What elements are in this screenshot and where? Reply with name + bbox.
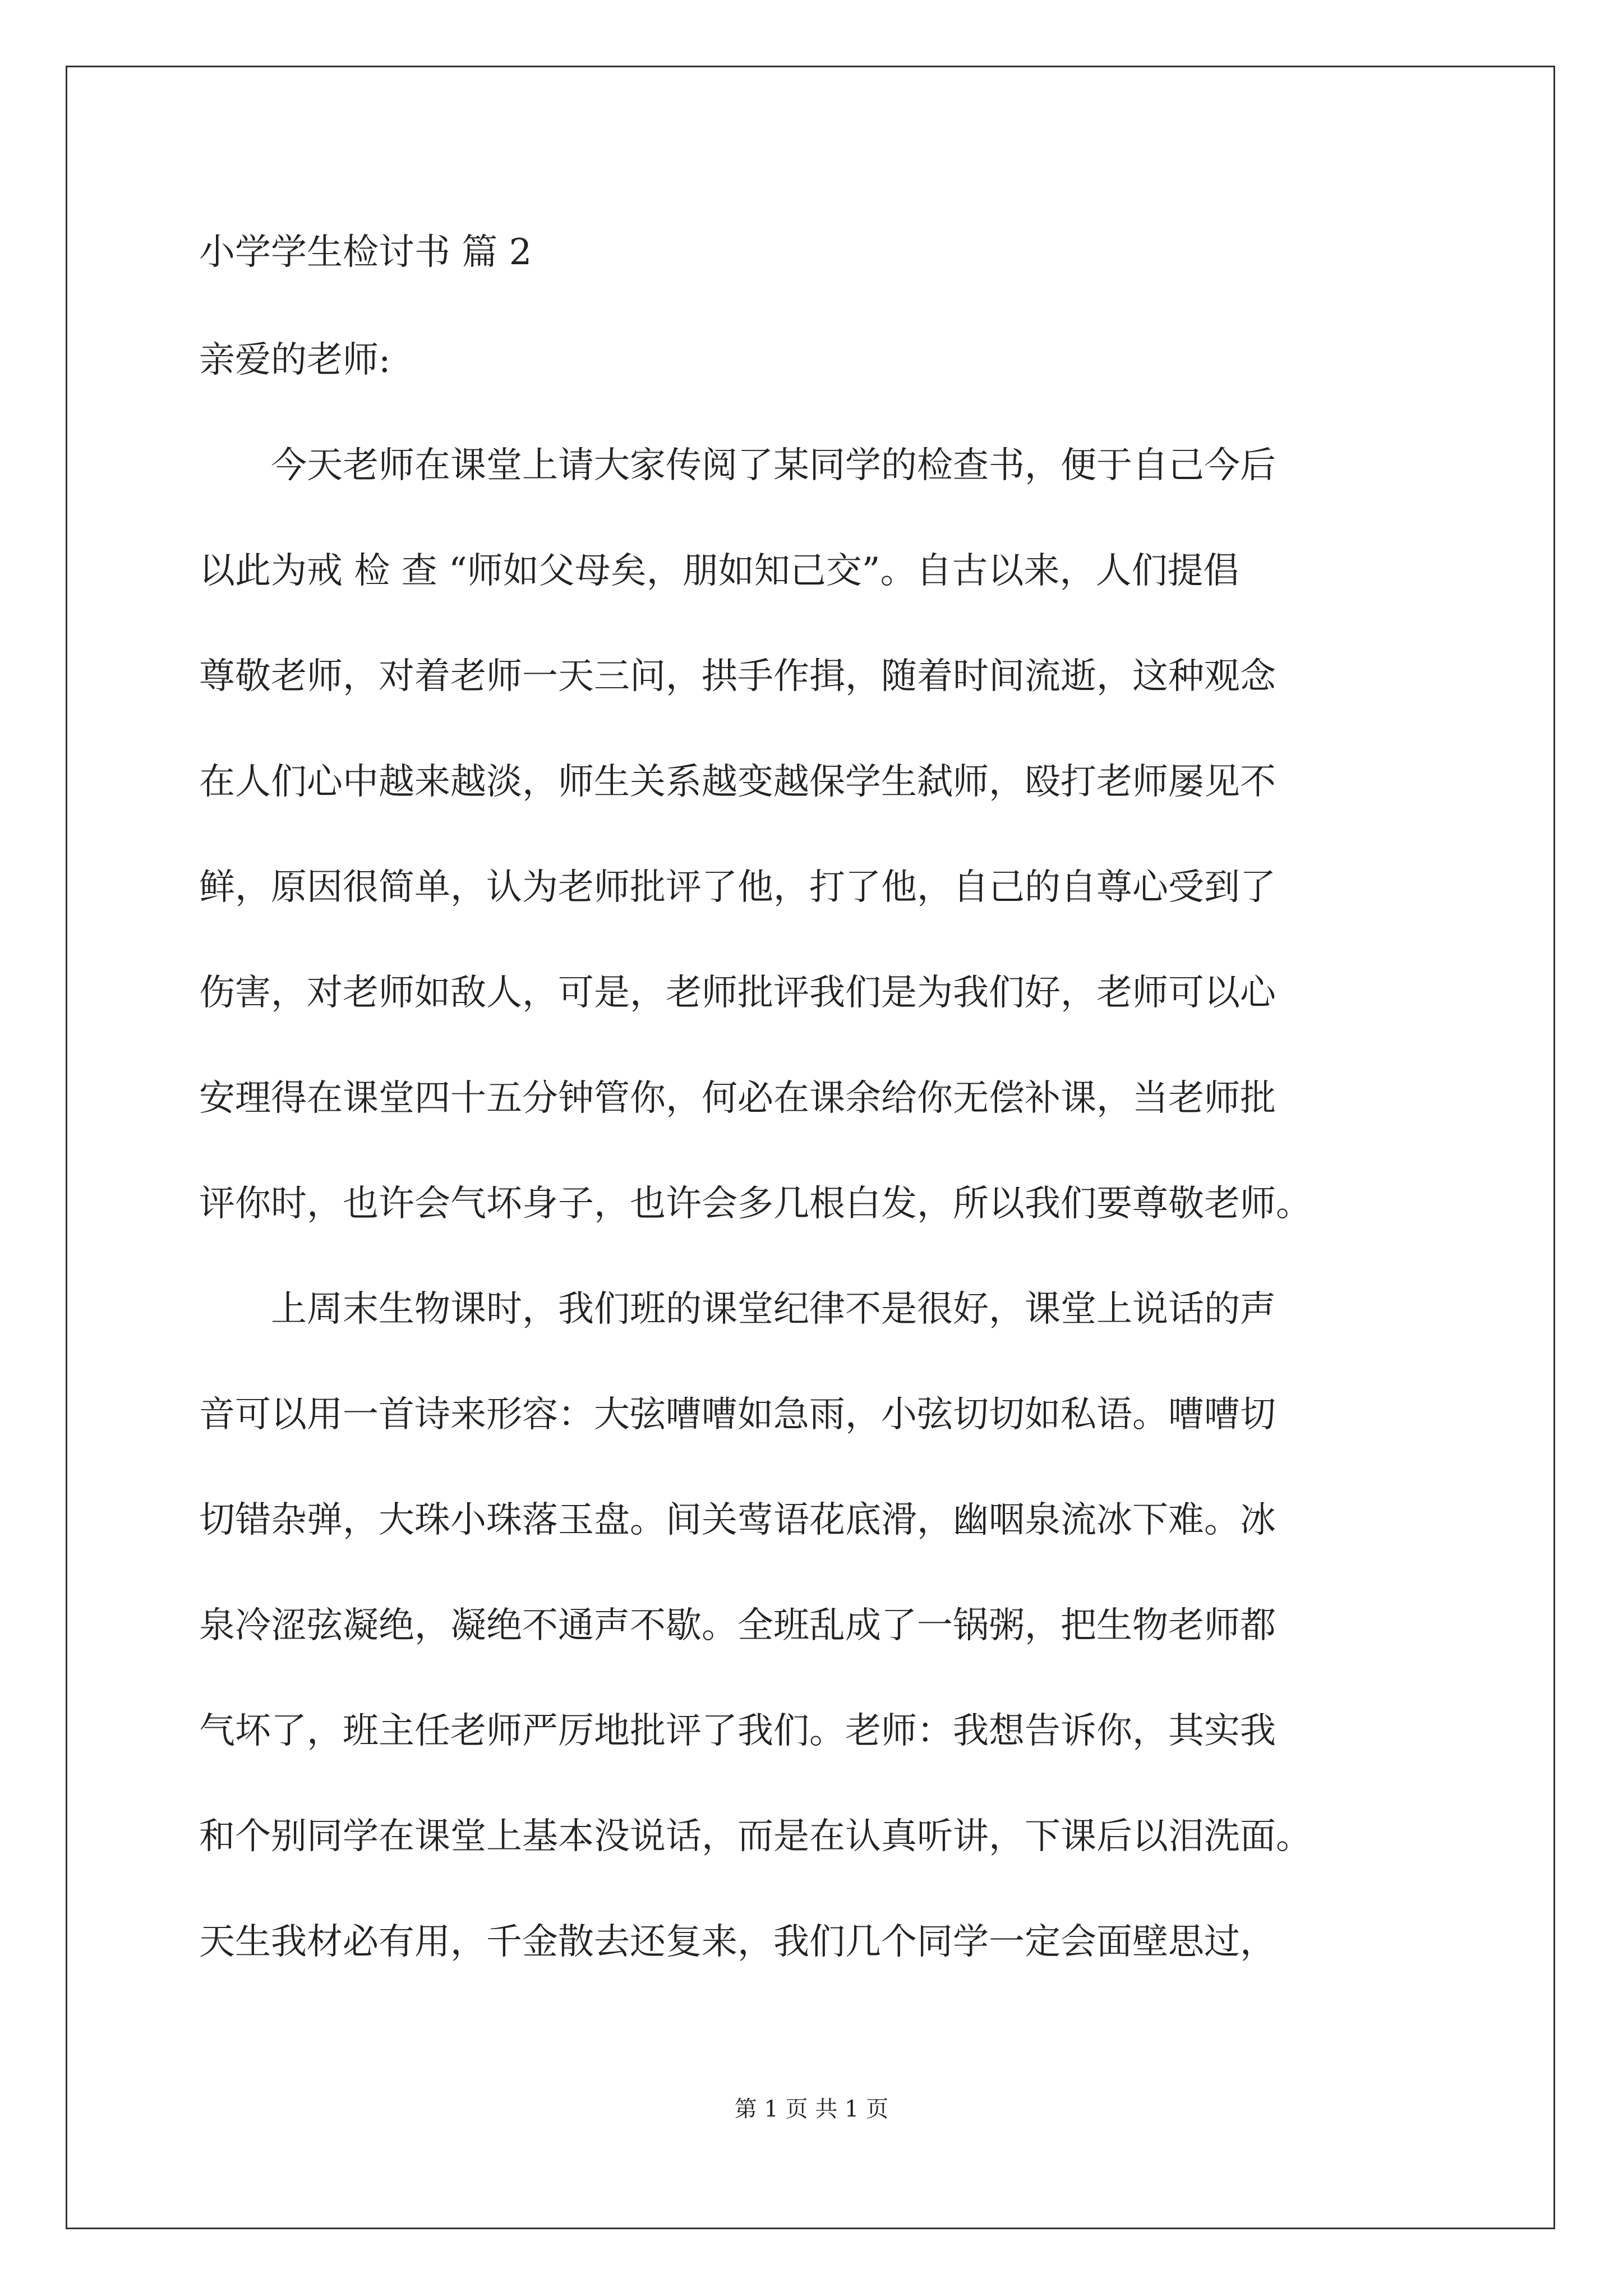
text-line: 泉冷涩弦凝绝，凝绝不通声不歇。全班乱成了一锅粥，把生物老师都	[199, 1605, 1276, 1646]
text-line: 以此为戒 检 查 “师如父母矣，朋如知己交”。自古以来，人们提倡	[199, 550, 1239, 592]
text-line: 在人们心中越来越淡，师生关系越变越保学生弑师，殴打老师屡见不	[199, 761, 1276, 803]
text-line: 音可以用一首诗来形容：大弦嘈嘈如急雨，小弦切切如私语。嘈嘈切	[199, 1394, 1276, 1435]
text-line: 气坏了，班主任老师严厉地批评了我们。老师：我想告诉你，其实我	[199, 1710, 1276, 1752]
text-line: 和个别同学在课堂上基本没说话，而是在认真听讲，下课后以泪洗面。	[199, 1816, 1312, 1857]
text-line: 今天老师在课堂上请大家传阅了某同学的检查书，便于自己今后	[199, 445, 1276, 486]
page-number-footer: 第 1 页 共 1 页	[734, 2096, 889, 2122]
text-line: 伤害，对老师如敌人，可是，老师批评我们是为我们好，老师可以心	[199, 972, 1276, 1014]
text-line: 评你时，也许会气坏身子，也许会多几根白发，所以我们要尊敬老师。	[199, 1183, 1312, 1225]
text-line: 天生我材必有用，千金散去还复来，我们几个同学一定会面壁思过，	[199, 1921, 1276, 1963]
text-line: 上周末生物课时，我们班的课堂纪律不是很好，课堂上说话的声	[199, 1289, 1276, 1330]
text-line: 安理得在课堂四十五分钟管你，何必在课余给你无偿补课，当老师批	[199, 1078, 1276, 1119]
text-line: 鲜，原因很简单，认为老师批评了他，打了他，自己的自尊心受到了	[199, 867, 1276, 908]
salutation: 亲爱的老师:	[199, 339, 391, 381]
page-border	[66, 66, 1555, 2229]
text-line: 尊敬老师，对着老师一天三问，拱手作揖，随着时间流逝，这种观念	[199, 656, 1276, 697]
document-title: 小学学生检讨书 篇 2	[199, 232, 532, 273]
text-line: 切错杂弹，大珠小珠落玉盘。间关莺语花底滑，幽咽泉流冰下难。冰	[199, 1499, 1276, 1541]
